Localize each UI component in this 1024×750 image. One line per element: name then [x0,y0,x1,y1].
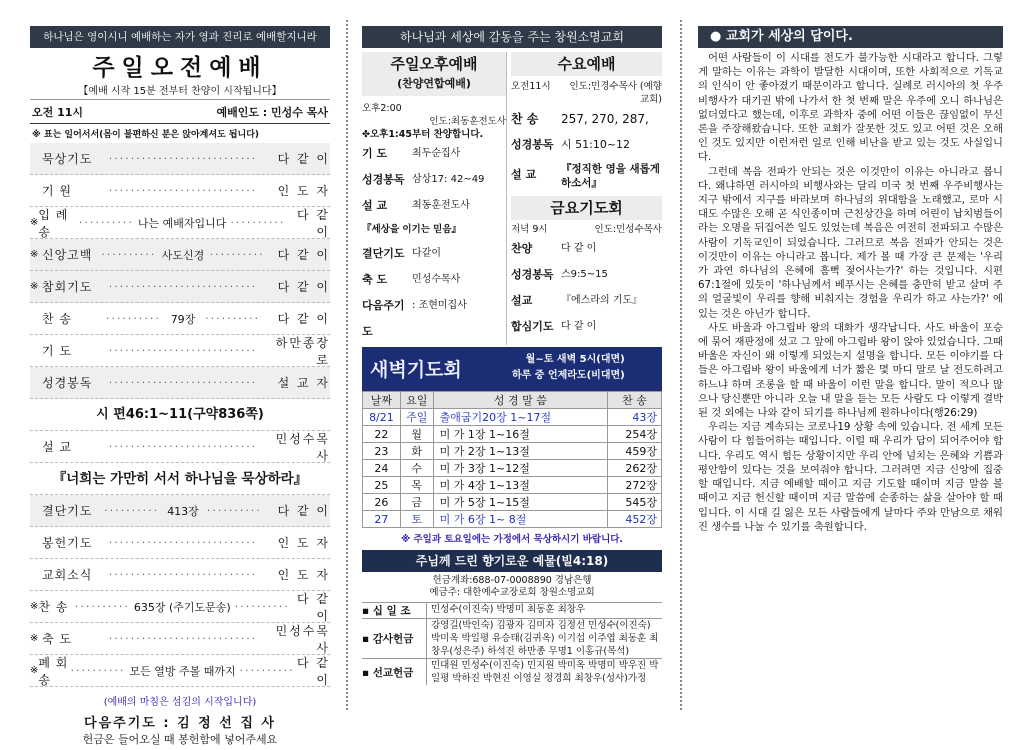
dot-leader: ··························· [108,280,258,293]
order-person: 다 같 이 [277,280,330,294]
friday-row [511,262,662,288]
wednesday-hymn: 257, 270, 287, [561,112,649,126]
dot-leader: ·········· [101,248,157,261]
dawn-line1: 월~토 새벽 5시(대면) [525,354,625,365]
order-person: 다 같 이 [277,504,330,518]
stand-mark: ※ [30,665,39,676]
afternoon-value: 최동훈전도사 [412,200,470,211]
order-row [30,655,330,687]
wednesday-sermon-label: 설 교 [511,168,537,181]
dot-leader: ·········· [234,600,290,613]
stand-mark: ※ [30,601,39,612]
church-banner: 하나님과 세상에 감동을 주는 창원소명교회 [362,26,662,48]
schedule-day: 주일 [400,409,433,426]
wednesday-leader: 인도:민경수목사 (예향교회) [569,81,662,105]
order-person: 다 같 이 [297,591,330,623]
offering-note: 헌금은 들어오실 때 봉헌함에 넣어주세요 [82,733,278,746]
dot-leader: ··························· [108,344,258,357]
friday-row [511,288,662,314]
afternoon-title: 주일오후예배 [362,52,506,76]
schedule-note: ※ 주일과 토요일에는 가정에서 묵상하시기 바랍니다. [400,534,624,545]
wednesday-reading-label: 성경봉독 [511,138,554,151]
schedule-hymn: 459장 [608,443,662,460]
schedule-passage: 미 가 1장 1~16절 [433,426,607,443]
article-body [698,51,1003,534]
order-item: 신앙고백 [42,248,93,262]
dot-leader: ·········· [239,664,295,677]
schedule-passage: 미 가 4장 1~13절 [433,477,607,494]
order-person: 다 같 이 [277,152,330,166]
service-leader: 예배인도 : 민성수 목사 [216,106,328,119]
schedule-hymn: 254장 [608,426,662,443]
order-item: 찬 송 [42,312,72,326]
offering-names: 민성수(이진숙) 박명미 최동훈 최창우 [426,603,662,618]
dawn-prayer-banner [362,347,662,391]
afternoon-row [362,141,506,167]
schedule-passage: 미 가 6장 1~ 8절 [433,511,607,528]
dot-leader: ·········· [205,312,261,325]
schedule-passage: 미 가 3장 1~12절 [433,460,607,477]
afternoon-value: 다같이 [412,248,441,259]
sermon-title: 『너희는 가만히 서서 하나님을 묵상하라』 [30,463,330,495]
afternoon-label: 다음주기도 [362,299,405,338]
order-item: 입 례 송 [38,207,69,239]
standing-note: ※ 표는 일어서서(몸이 불편하신 분은 앉아계셔도 됩니다) [32,130,260,140]
afternoon-time: 오후2:00 [362,103,402,114]
dot-leader: ··························· [108,568,258,581]
afternoon-row [362,241,506,267]
offering-type: ▪ 감사헌금 [362,633,414,645]
afternoon-sermon: 『세상을 이기는 믿음』 [362,224,462,235]
order-item: 찬 송 [38,600,69,614]
dawn-line2: 하루 중 언제라도(비대면) [512,370,625,381]
schedule-date: 25 [363,477,401,494]
order-item: 묵상기도 [42,152,93,166]
afternoon-label: 성경봉독 [362,173,405,186]
order-person: 다 같 이 [297,207,330,239]
dot-leader: ·········· [206,504,262,517]
afternoon-subtitle: (찬양연합예배) [362,76,506,96]
order-person: 민성수목사 [275,623,330,655]
friday-leader: 인도:민성수목사 [594,224,662,235]
order-row [30,495,330,527]
order-item: 교회소식 [42,568,93,582]
table-row [363,477,662,494]
friday-value: 『에스라의 기도』 [561,295,643,306]
order-row [30,303,330,335]
order-person: 민성수목사 [275,431,330,463]
column-article [698,26,1003,750]
order-of-service [30,495,330,687]
friday-time: 저녁 9시 [511,224,548,235]
order-item: 성경봉독 [42,376,93,390]
schedule-day: 목 [400,477,433,494]
dot-leader: ·········· [78,216,134,229]
afternoon-praise-note: ✤오후1:45부터 찬양합니다. [362,129,484,140]
order-item: 폐 회 송 [38,655,69,687]
morning-service-column [30,26,330,750]
offering-type: ▪ 선교헌금 [362,666,414,679]
afternoon-leader: 인도:최동훈전도사 [429,116,506,127]
dawn-title: 새벽기도회 [370,359,462,381]
order-person: 인 도 자 [277,568,330,582]
article-paragraph: 사도 바울과 아그립바 왕의 대화가 생각납니다. 사도 바울이 포승에 묶어 재판정에 섰고 그 앞에 아그립바 왕이 앉아 있었습니다. 그때 바울은 자신이 왜 이렇게 되었는지 설명을 합니다. 모든 이야기를 다 들은 아그립바 왕이 바울에게 너가 짧은 몇 마디 말로 날 전도하려고 하느냐 하며 조롱을 할 때 바울이 이런 말을 합니다. 말이 적으나 많으나 당신뿐만 아니라 오늘 내 말을 듣는 모든 사람도 다 이렇게 결박된 것 외에는 나와 같이 되기를 하나님께 원하나이다(행26:29) [698,321,1003,420]
schedule-hymn: 43장 [608,409,662,426]
next-week-prayer: 다음주기도 : 김 정 선 집 사 [84,716,276,731]
article-title: ● 교회가 세상의 답이다. [698,26,1003,48]
order-row [30,591,330,623]
order-row [30,367,330,399]
friday-value: 스9:5~15 [561,269,608,280]
column-divider [680,20,682,710]
dot-leader: ··························· [108,632,258,645]
friday-value: 다 같 이 [561,321,597,332]
stand-mark: ※ [30,249,39,260]
afternoon-label: 결단기도 [362,247,405,260]
order-item: 결단기도 [42,504,93,518]
schedule-date: 23 [363,443,401,460]
schedule-day: 월 [400,426,433,443]
order-of-service [30,143,330,399]
top-banner: 하나님은 영이시니 예배하는 자가 영과 진리로 예배할지니라 [30,26,330,48]
wednesday-reading: 시 51:10~12 [561,138,631,151]
order-row [30,271,330,303]
column-divider [346,20,348,710]
schedule-date: 24 [363,460,401,477]
other-services-column [362,26,662,750]
schedule-hymn: 452장 [608,511,662,528]
wednesday-title: 수요예배 [511,52,662,76]
order-detail: 79장 [170,312,196,326]
service-note: 【예배 시작 15분 전부터 찬양이 시작됩니다】 [30,82,330,100]
order-row [30,143,330,175]
afternoon-row [362,193,506,219]
account-holder: 예금주: 대한예수교장로회 창원소명교회 [429,587,595,598]
order-row [30,207,330,239]
schedule-passage: 미 가 5장 1~15절 [433,494,607,511]
afternoon-value: : 조현미집사 [412,300,467,311]
dot-leader: ·········· [105,312,161,325]
dot-leader: ··························· [108,536,258,549]
offering-row [362,602,662,618]
table-header: 날짜 [363,392,401,409]
friday-service [511,196,662,340]
order-of-service [30,431,330,463]
schedule-hymn: 262장 [608,460,662,477]
reading-schedule-table [362,391,662,528]
offering-names: 강영길(박인숙) 김광자 김미자 김정선 민성수(이진숙) 박미옥 박일평 유승태(김귀옥) 이기섭 이주엽 최동훈 최창우(성은주) 하석진 하만종 무명1 이홍규(목석) [426,619,662,658]
table-row [363,409,662,426]
order-item: 기 원 [42,184,72,198]
order-detail: 413장 [167,504,199,518]
wednesday-service [511,52,662,194]
schedule-hymn: 272장 [608,477,662,494]
friday-label: 설교 [511,294,533,307]
order-item: 봉헌기도 [42,536,93,550]
table-row [363,460,662,477]
service-time: 오전 11시 [32,106,84,119]
afternoon-value: 최두순집사 [412,148,461,159]
order-item: 기 도 [42,344,72,358]
order-item: 설 교 [42,440,72,454]
order-detail: 나는 예배자입니다 [137,216,227,230]
schedule-date: 26 [363,494,401,511]
schedule-hymn: 545장 [608,494,662,511]
schedule-day: 화 [400,443,433,460]
order-row [30,239,330,271]
table-row [363,511,662,528]
afternoon-service [362,52,507,345]
afternoon-label: 설 교 [362,199,388,212]
schedule-date: 22 [363,426,401,443]
account-info: 헌금계좌:688-07-0008890 경남은행 [432,575,592,586]
afternoon-value: 삼상17: 42~49 [412,174,485,185]
offering-type: ▪ 십 일 조 [362,605,411,617]
dot-leader: ··························· [108,152,258,165]
friday-value: 다 같 이 [561,243,597,254]
afternoon-row [362,267,506,293]
stand-mark: ※ [30,217,39,228]
stand-mark: ※ [30,281,39,292]
friday-label: 합심기도 [511,320,554,333]
friday-row [511,236,662,262]
order-row [30,431,330,463]
wednesday-time: 오전11시 [511,81,551,92]
order-row [30,175,330,207]
offering-list [362,602,662,685]
friday-row [511,314,662,340]
order-row [30,527,330,559]
schedule-passage: 출애굽기20장 1~17절 [433,409,607,426]
schedule-day: 금 [400,494,433,511]
table-row [363,426,662,443]
order-person: 인 도 자 [277,184,330,198]
table-row [363,494,662,511]
schedule-date: 27 [363,511,401,528]
order-item: 참회기도 [42,280,93,294]
order-row [30,559,330,591]
order-person: 인 도 자 [277,536,330,550]
dot-leader: ·········· [104,504,160,517]
schedule-day: 토 [400,511,433,528]
table-header: 성 경 말 씀 [433,392,607,409]
afternoon-row [362,167,506,193]
schedule-day: 수 [400,460,433,477]
dot-leader: ··························· [108,184,258,197]
order-detail: 모든 열방 주볼 때까지 [129,664,236,678]
service-time-row [30,100,330,124]
order-person: 다 같 이 [297,655,330,687]
order-person: 다 같 이 [277,248,331,262]
article-paragraph: 우리는 지금 계속되는 코로나19 상황 속에 있습니다. 전 세계 모든 사람이 다 힘들어하는 때입니다. 이럴 때 우리가 답이 되어주어야 합니다. 우리도 역시 힘든 상황이지만 우리 안에 넘치는 은혜와 기쁨과 평안함이 있다는 것을 보여줘야 합니다. 그러려면 지금 신앙에 집중할 때입니다. 지금 예배할 때이고 지금 기도할 때이며 지금 말씀 볼 때이고 지금 헌신할 때이며 지금 말씀에 순종하는 삶을 살아야 할 때입니다. 이 시대 길 잃은 모든 사람들에게 날마다 주와 만남으로 채워진 생수를 나눌 수 있기를 축원합니다. [698,421,1003,533]
friday-label: 찬양 [511,242,533,255]
afternoon-label: 축 도 [362,273,388,286]
order-person: 다 같 이 [277,312,330,326]
order-person: 설 교 자 [277,376,330,390]
friday-label: 성경봉독 [511,268,554,281]
dot-leader: ··························· [108,440,258,453]
afternoon-label: 기 도 [362,147,388,160]
dot-leader: ·········· [74,600,130,613]
offering-names: 민대원 민성수(이진숙) 민지원 박미옥 박명미 박우진 박일평 박하진 박현진 이영실 정경희 최창우(성사)가정 [426,659,662,685]
dot-leader: ·········· [70,664,126,677]
offering-row [362,618,662,658]
page-title: 주일오전예배 [92,55,268,81]
order-person: 하만종장로 [275,335,330,367]
table-header: 요일 [400,392,433,409]
stand-mark: ※ [30,633,39,644]
order-row [30,335,330,367]
scripture-reference: 시 편46:1~11(구약836쪽) [30,399,330,431]
friday-title: 금요기도회 [511,196,662,220]
wednesday-sermon: 『정직한 영을 새롭게 하소서』 [561,163,660,189]
closing-note: (예배의 마침은 섬김의 시작입니다) [103,697,257,708]
wednesday-hymn-label: 찬 송 [511,112,539,126]
table-row [363,443,662,460]
table-header: 찬 송 [608,392,662,409]
schedule-date: 8/21 [363,409,401,426]
order-item: 축 도 [42,632,72,646]
order-detail: 635장 (주기도문송) [133,600,231,614]
order-row [30,623,330,655]
offering-row [362,658,662,685]
article-paragraph: 어떤 사람들이 이 시대를 전도가 불가능한 시대라고 합니다. 그렇게 말하는 이유는 과학이 발달한 시대이며, 또한 사회적으로 기독교의 인식이 안 좋아졌기 때문이라고 합니다. 실례로 러시아의 첫 우주비행사가 대기권 밖에 나가서 한 첫 번째 말은 우주에 오니 하나님은 없더였다고 했는데, 이후로 과학자 중에 어떤 이들은 끊임없이 무신론을 주장해왔습니다. 또한 교회가 잘못한 것도 있고 어떤 것은 오해인 것도 있지만 이런저런 일로 인해 비난을 받고 있는 것도 사실입니다. [698,52,1003,164]
dot-leader: ·········· [209,248,265,261]
afternoon-row [362,293,506,345]
dot-leader: ··························· [108,376,258,389]
afternoon-value: 민성수목사 [412,274,461,285]
dot-leader: ·········· [230,216,286,229]
article-paragraph: 그런데 복음 전파가 안되는 것은 이것만이 이유는 아니라고 봅니다. 왜냐하면 러시아의 비행사와는 달리 미국 첫 번째 우주비행사는 지구 밖에서 지구를 바라보며 하나님의 위대함을 노래했고, 로마 시대도 수많은 오해 곧 식인종이며 근친상간을 하며 어린이 납치범들이라는 오명을 뒤집어쓴 일도 있었는데 복음은 여전히 전파되고 수많은 사람이 기독교인이 되었습니다. 그러므로 복음 전파가 안되는 것은 이것만이 이유는 아니라고 봅니다. 제가 볼 때 가장 큰 문제는 '우리가 과연 하나님의 은혜에 흠뻑 젖어사는가?' 하는 것입니다. 시편 67:1절에 있듯이 '하나님께서 베푸시는 은혜를 충만히 받고 살며 주의 얼굴빛이 우리를 향해 비춰지는 경험을 우리가 하고 사는가?' 에 있는 것은 아닌가 합니다. [698,165,1003,320]
order-detail: 사도신경 [161,248,205,262]
schedule-passage: 미 가 2장 1~13절 [433,443,607,460]
offering-header: 주님께 드린 향기로운 예물(빌4:18) [362,550,662,572]
